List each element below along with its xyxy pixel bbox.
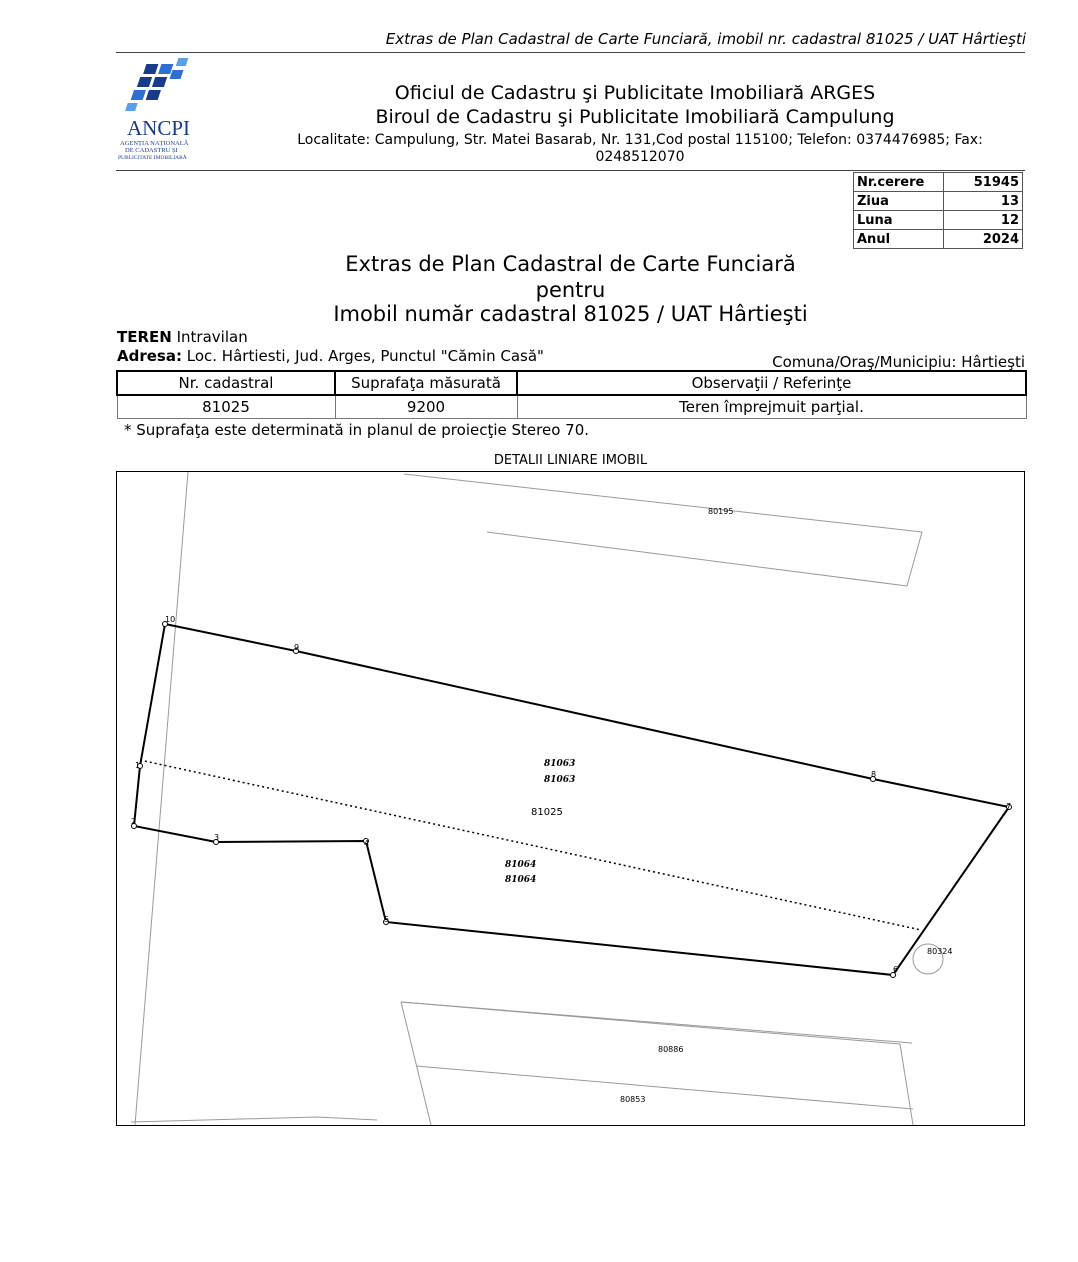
parcel-label-81064: 81064	[505, 875, 537, 885]
header-bottom-divider	[116, 170, 1025, 171]
projection-note: * Suprafaţa este determinată in planul de proiecţie Stereo 70.	[124, 421, 590, 439]
plan-drawing	[117, 472, 1024, 1125]
ancpi-logo	[117, 56, 227, 166]
vertex-label: 9	[294, 643, 300, 652]
svg-text:PUBLICITATE IMOBILIARĂ: PUBLICITATE IMOBILIARĂ	[118, 155, 187, 161]
comuna-line: Comuna/Oraş/Municipiu: Hârtieşti	[772, 353, 1025, 371]
parcel-label-81063: 81063	[544, 775, 576, 785]
parcel-label-81025: 81025	[531, 807, 563, 818]
svg-text:AGENȚIA NAȚIONALĂ: AGENȚIA NAȚIONALĂ	[120, 140, 189, 147]
table-row: Ziua 13	[854, 192, 1023, 211]
office-address: Localitate: Campulung, Str. Matei Basarab, Nr. 131,Cod postal 115100; Telefon: 0374476985; Fax: 0248512070	[297, 132, 983, 165]
neighbor-80195-boundary	[404, 474, 922, 586]
neighbor-label-80195: 80195	[708, 507, 734, 516]
vertex-label: 6	[893, 965, 899, 974]
vertex-label: 1	[135, 761, 141, 770]
vertex-label: 4	[364, 839, 370, 848]
vertex-label: 5	[384, 915, 390, 924]
internal-division-line	[140, 760, 921, 930]
document-title-pentru: pentru	[535, 278, 606, 302]
cadastral-table	[116, 370, 1027, 419]
table-row: Luna 12	[854, 211, 1023, 230]
cadastral-plan	[116, 471, 1025, 1126]
vertex-label: 2	[131, 817, 137, 826]
document-title-imobil: Imobil număr cadastral 81025 / UAT Hârtieşti	[333, 302, 808, 326]
parcel-81025-boundary	[134, 624, 1012, 975]
logo-wordmark: ANCPI	[127, 116, 191, 140]
teren-line: TEREN Intravilan	[117, 328, 248, 346]
vertex-label: 8	[871, 770, 877, 779]
neighbor-label-80886: 80886	[658, 1045, 684, 1054]
table-row: 81025 9200 Teren împrejmuit parţial.	[117, 395, 1026, 419]
parcel-label-81064: 81064	[505, 860, 537, 870]
adresa-line: Adresa: Loc. Hârtiesti, Jud. Arges, Punctul "Cămin Casă"	[117, 347, 544, 365]
neighbor-west-line	[135, 472, 188, 1125]
neighbor-label-80853: 80853	[620, 1095, 646, 1104]
table-header-row: Nr. cadastral Suprafaţa măsurată Observaţii / Referinţe	[117, 371, 1026, 395]
ancpi-logo-icon	[117, 56, 227, 166]
header-divider	[116, 52, 1025, 53]
request-info-table	[853, 172, 1023, 249]
office-name: Oficiul de Cadastru şi Publicitate Imobiliară ARGES	[394, 82, 876, 104]
vertex-label: 7	[1006, 802, 1012, 811]
plan-heading: DETALII LINIARE IMOBIL	[493, 453, 648, 468]
bureau-name: Biroul de Cadastru şi Publicitate Imobiliară Campulung	[375, 106, 895, 128]
neighbor-label-80324: 80324	[927, 947, 953, 956]
table-row: Nr.cerere 51945	[854, 173, 1023, 192]
parcel-label-81063: 81063	[544, 759, 576, 769]
page-header-title: Extras de Plan Cadastral de Carte Funciară, imobil nr. cadastral 81025 / UAT Hârtieşti	[385, 30, 1026, 48]
svg-text:DE CADASTRU ȘI: DE CADASTRU ȘI	[125, 147, 178, 154]
vertex-label: 3	[214, 833, 220, 842]
table-row: Anul 2024	[854, 230, 1023, 249]
document-title: Extras de Plan Cadastral de Carte Funciară	[345, 252, 796, 276]
vertex-label: 10	[165, 615, 176, 624]
